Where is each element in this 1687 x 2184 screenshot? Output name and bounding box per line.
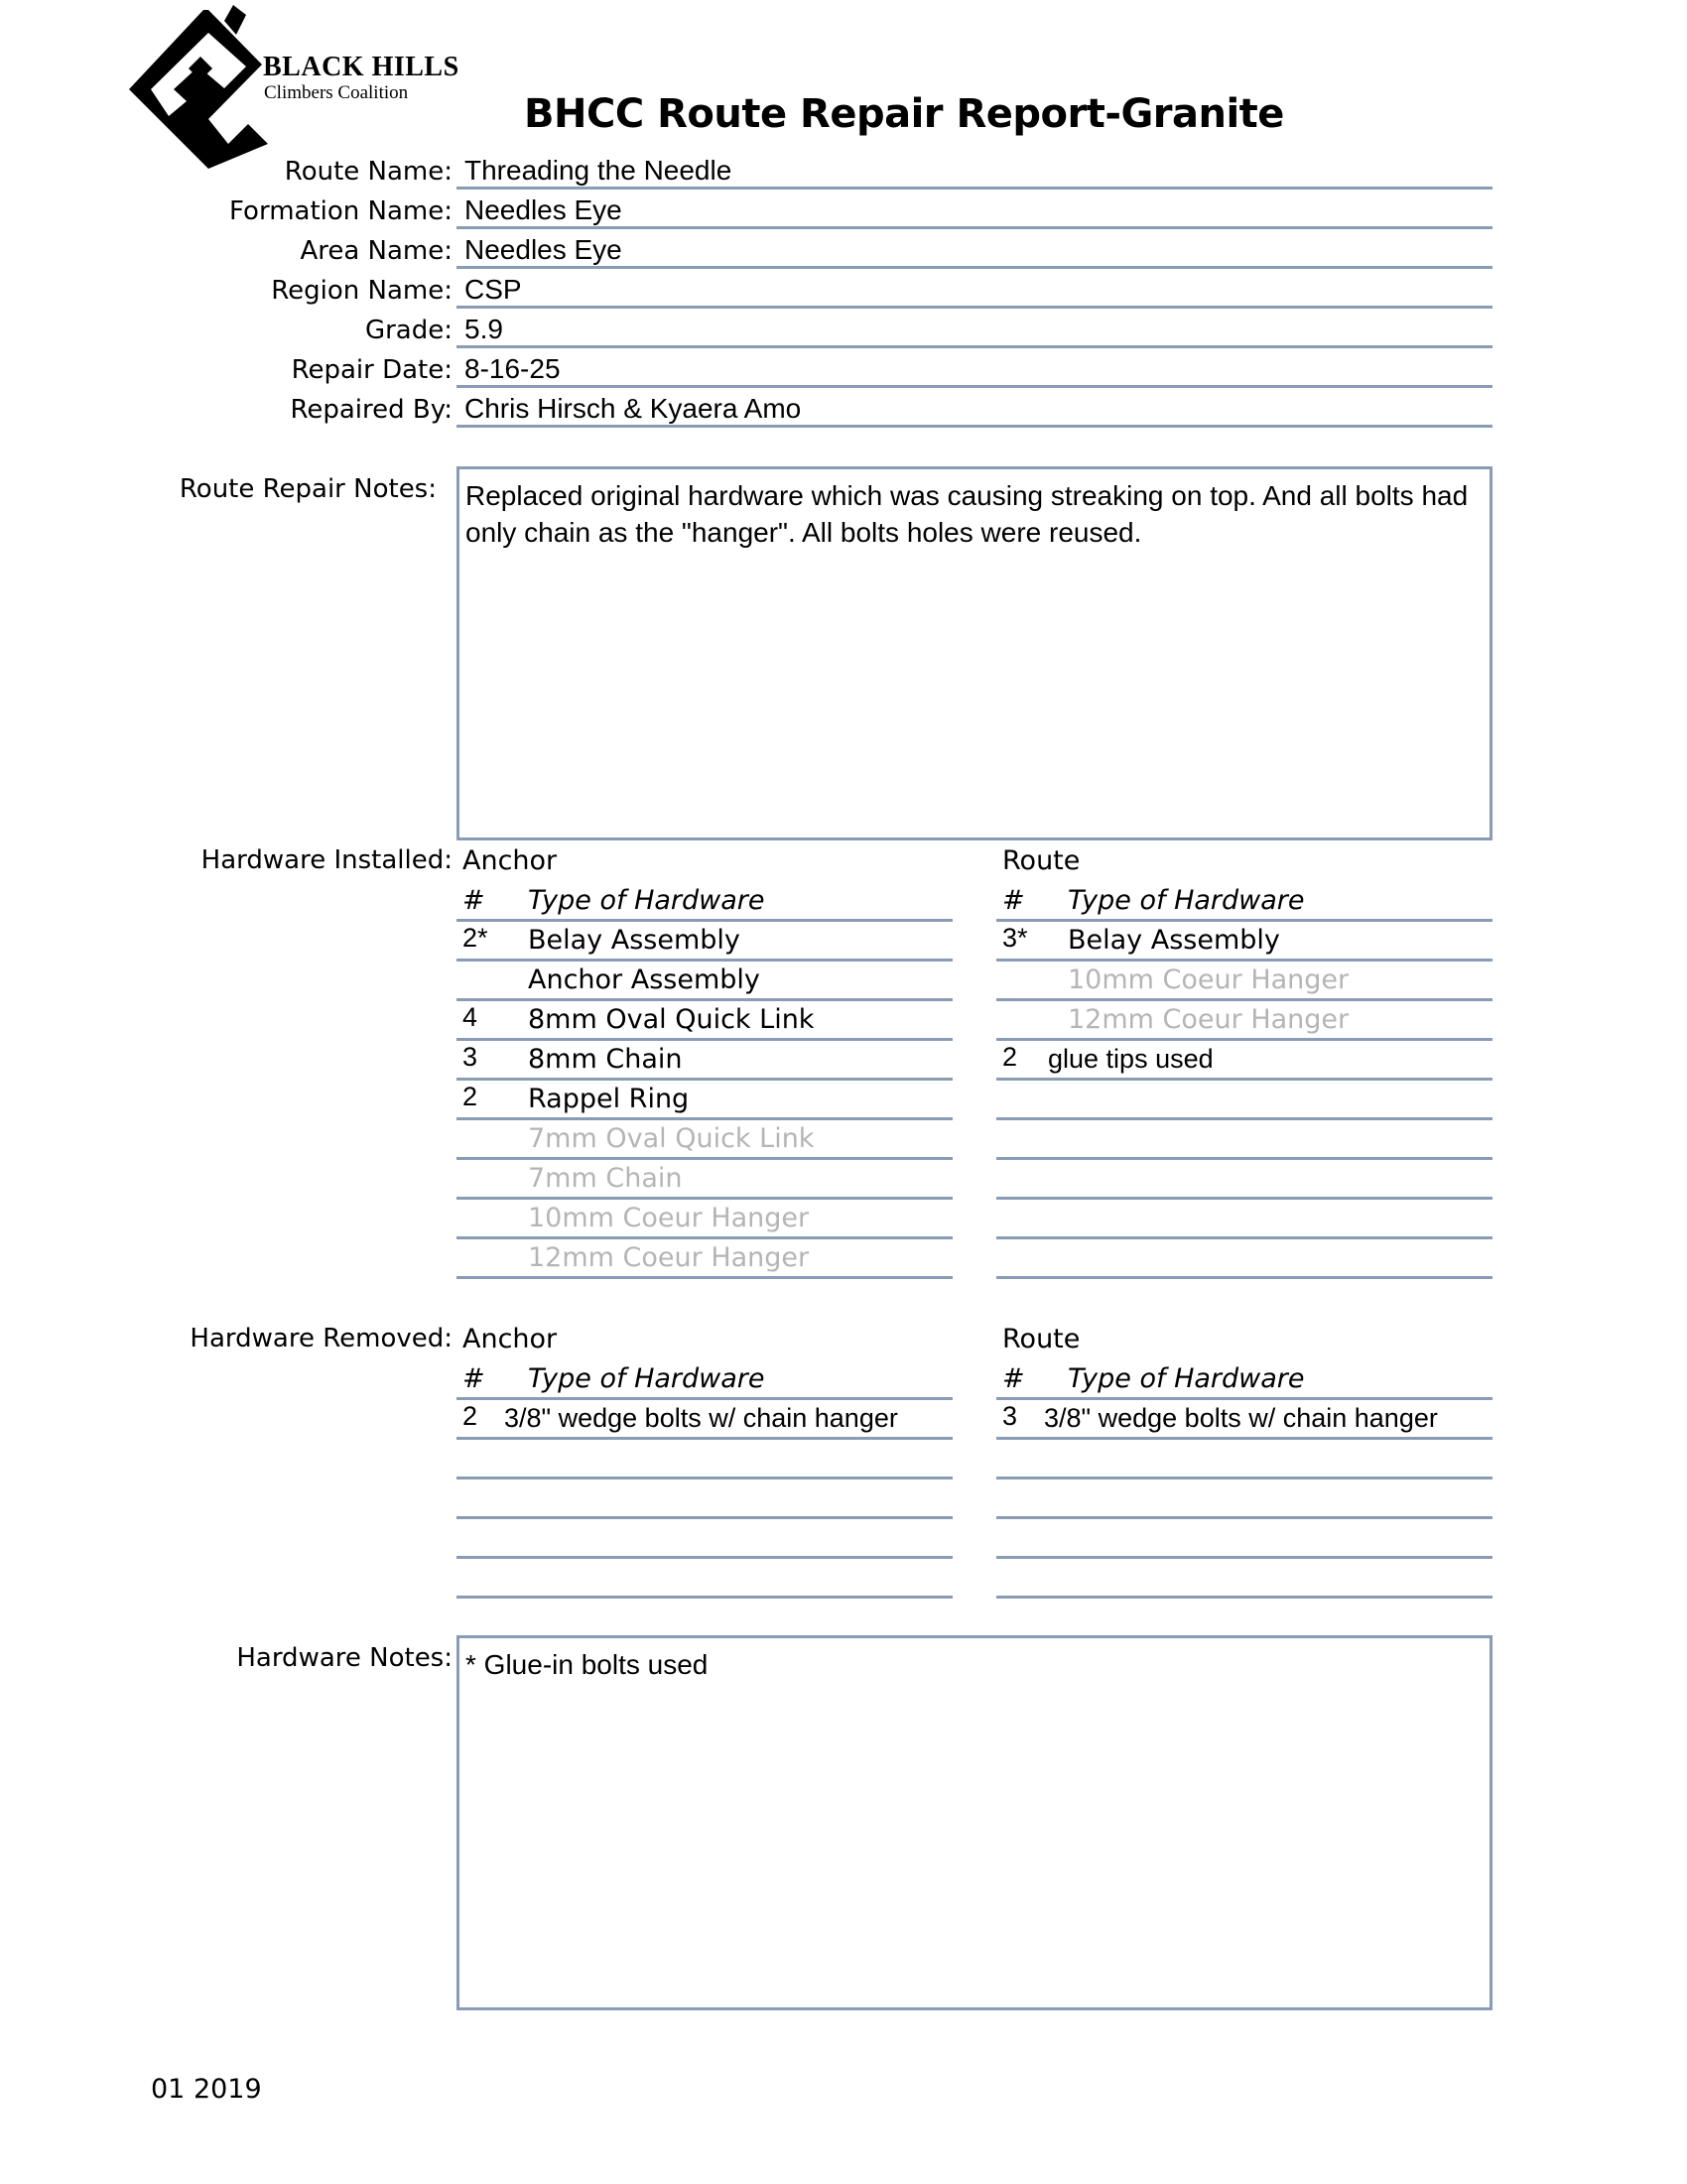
table-section-title: Anchor (462, 845, 558, 876)
row-hardware-type[interactable]: Anchor Assembly (528, 964, 760, 995)
field-underline (456, 226, 1492, 229)
row-count[interactable]: 2 (462, 1082, 478, 1111)
header-underline (996, 1397, 1492, 1400)
number-column-header: # (462, 1363, 485, 1394)
row-underline (996, 998, 1492, 1001)
row-underline (996, 1556, 1492, 1559)
table-section-title: Route (1002, 845, 1081, 876)
row-underline (996, 1596, 1492, 1599)
row-underline (996, 1078, 1492, 1081)
row-underline (996, 1437, 1492, 1440)
row-underline (456, 1197, 953, 1200)
row-count[interactable]: 3 (462, 1042, 478, 1072)
row-underline (456, 1078, 953, 1081)
table-section-title: Route (1002, 1324, 1081, 1354)
row-count[interactable]: 2 (462, 1401, 478, 1431)
row-hardware-type[interactable]: 8mm Oval Quick Link (528, 1004, 815, 1035)
row-hardware-type[interactable]: 10mm Coeur Hanger (528, 1203, 810, 1233)
hardware-installed-label: Hardware Installed: (200, 845, 453, 875)
row-hardware-type[interactable]: glue tips used (1048, 1044, 1214, 1074)
row-underline (456, 1437, 953, 1440)
row-underline (996, 1117, 1492, 1120)
row-hardware-type[interactable]: 3/8" wedge bolts w/ chain hanger (1044, 1403, 1438, 1433)
field-underline (456, 345, 1492, 348)
row-underline (456, 1276, 953, 1279)
header-underline (456, 1397, 953, 1400)
report-title: BHCC Route Repair Report-Granite (524, 91, 1284, 137)
row-hardware-type[interactable]: 10mm Coeur Hanger (1068, 964, 1350, 995)
route-repair-notes-label: Route Repair Notes: (179, 474, 437, 504)
field-label: Repaired By: (290, 395, 453, 425)
row-hardware-type[interactable]: 8mm Chain (528, 1044, 683, 1075)
row-underline (456, 998, 953, 1001)
row-underline (456, 1038, 953, 1041)
hardware-notes-label: Hardware Notes: (236, 1643, 453, 1673)
header-underline (456, 919, 953, 922)
row-underline (456, 1596, 953, 1599)
row-hardware-type[interactable]: Belay Assembly (528, 925, 740, 956)
row-count[interactable]: 3* (1002, 923, 1028, 953)
row-hardware-type[interactable]: 7mm Oval Quick Link (528, 1123, 815, 1154)
field-label: Grade: (364, 316, 453, 345)
row-underline (996, 1516, 1492, 1519)
type-column-header: Type of Hardware (528, 1363, 765, 1394)
row-hardware-type[interactable]: 3/8" wedge bolts w/ chain hanger (504, 1403, 898, 1433)
row-underline (996, 1157, 1492, 1160)
row-underline (456, 1157, 953, 1160)
header-underline (996, 919, 1492, 922)
row-hardware-type[interactable]: 7mm Chain (528, 1163, 683, 1194)
table-section-title: Anchor (462, 1324, 558, 1354)
row-underline (456, 1236, 953, 1239)
field-underline (456, 187, 1492, 190)
field-value[interactable]: Needles Eye (464, 234, 622, 265)
type-column-header: Type of Hardware (1068, 885, 1305, 916)
row-underline (456, 1117, 953, 1120)
field-label: Route Name: (284, 157, 453, 187)
field-label: Repair Date: (291, 355, 453, 385)
field-value[interactable]: 8-16-25 (464, 353, 561, 384)
hardware-notes-box[interactable] (456, 1635, 1492, 2010)
route-repair-notes-box[interactable] (456, 466, 1492, 840)
form-version: 01 2019 (151, 2074, 262, 2105)
row-underline (996, 1197, 1492, 1200)
route-repair-notes-text: Replaced original hardware which was causing streaking on top. And all bolts had only chain as the "hanger". All bolts holes were reused. (465, 480, 1469, 548)
number-column-header: # (1002, 1363, 1025, 1394)
type-column-header: Type of Hardware (1068, 1363, 1305, 1394)
row-underline (996, 959, 1492, 962)
bhcc-logo (129, 5, 268, 169)
hardware-removed-label: Hardware Removed: (190, 1324, 453, 1353)
row-count[interactable]: 2 (1002, 1042, 1018, 1072)
row-underline (456, 1556, 953, 1559)
field-value[interactable]: Threading the Needle (464, 155, 732, 186)
row-count[interactable]: 3 (1002, 1401, 1018, 1431)
row-underline (996, 1236, 1492, 1239)
field-underline (456, 425, 1492, 428)
row-underline (996, 1477, 1492, 1479)
number-column-header: # (1002, 885, 1025, 916)
row-underline (456, 1516, 953, 1519)
field-label: Region Name: (271, 276, 453, 306)
row-underline (996, 1038, 1492, 1041)
row-hardware-type[interactable]: Belay Assembly (1068, 925, 1280, 956)
field-label: Formation Name: (229, 196, 453, 226)
field-value[interactable]: 5.9 (464, 314, 503, 344)
field-underline (456, 306, 1492, 309)
field-value[interactable]: Needles Eye (464, 194, 622, 225)
field-value[interactable]: Chris Hirsch & Kyaera Amo (464, 393, 802, 424)
row-underline (996, 1276, 1492, 1279)
row-underline (456, 959, 953, 962)
field-underline (456, 266, 1492, 269)
hardware-notes-text: * Glue-in bolts used (465, 1649, 709, 1680)
row-hardware-type[interactable]: 12mm Coeur Hanger (1068, 1004, 1350, 1035)
type-column-header: Type of Hardware (528, 885, 765, 916)
field-label: Area Name: (300, 236, 453, 266)
row-hardware-type[interactable]: Rappel Ring (528, 1084, 690, 1114)
row-underline (456, 1477, 953, 1479)
field-underline (456, 385, 1492, 388)
number-column-header: # (462, 885, 485, 916)
field-value[interactable]: CSP (464, 274, 522, 305)
row-count[interactable]: 2* (462, 923, 488, 953)
row-count[interactable]: 4 (462, 1002, 478, 1032)
organization-name: BLACK HILLS (263, 52, 459, 82)
row-hardware-type[interactable]: 12mm Coeur Hanger (528, 1242, 810, 1273)
organization-subtitle: Climbers Coalition (264, 82, 409, 103)
